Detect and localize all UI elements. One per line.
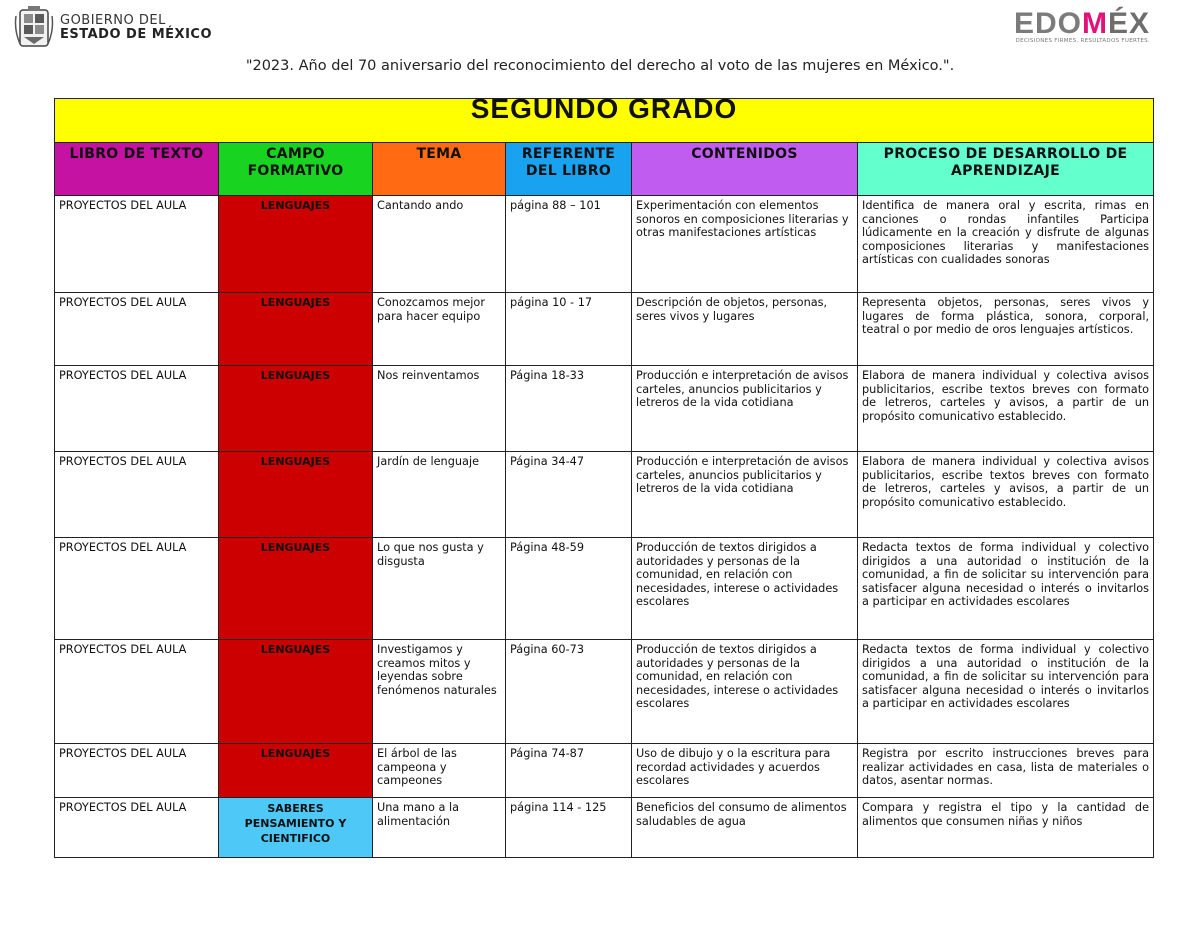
cell-contenidos: Beneficios del consumo de alimentos saludables de agua xyxy=(632,798,858,858)
cell-proceso: Elabora de manera individual y colectiva avisos publicitarios, escribe textos breves con formato de letreros, carteles y avisos, a partir de un propósito comunicativo establecido. xyxy=(858,452,1154,538)
year-motto: "2023. Año del 70 aniversario del reconocimiento del derecho al voto de las mujeres en México.". xyxy=(245,58,955,74)
gov-name-line2: ESTADO DE MÉXICO xyxy=(60,27,212,42)
table-row xyxy=(55,452,1154,538)
header-libro: LIBRO DE TEXTO xyxy=(55,143,219,196)
cell-proceso: Elabora de manera individual y colectiva avisos publicitarios, escribe textos breves con formato de letreros, carteles y avisos, a partir de un propósito comunicativo establecido. xyxy=(858,366,1154,452)
header-campo: CAMPO FORMATIVO xyxy=(219,143,373,196)
cell-referente: Página 34-47 xyxy=(506,452,632,538)
cell-referente: Página 60-73 xyxy=(506,640,632,744)
cell-campo: LENGUAJES xyxy=(219,366,373,452)
table-row xyxy=(55,293,1154,366)
table-title: SEGUNDO GRADO xyxy=(55,99,1154,143)
cell-contenidos: Producción e interpretación de avisos carteles, anuncios publicitarios y letreros de la vida cotidiana xyxy=(632,452,858,538)
cell-tema: Conozcamos mejor para hacer equipo xyxy=(373,293,506,366)
cell-campo: LENGUAJES xyxy=(219,538,373,640)
cell-contenidos: Producción e interpretación de avisos carteles, anuncios publicitarios y letreros de la vida cotidiana xyxy=(632,366,858,452)
header-proceso: PROCESO DE DESARROLLO DE APRENDIZAJE xyxy=(858,143,1154,196)
edomex-logo xyxy=(990,8,1150,44)
cell-tema: Investigamos y creamos mitos y leyendas sobre fenómenos naturales xyxy=(373,640,506,744)
table-row xyxy=(55,538,1154,640)
cell-proceso: Compara y registra el tipo y la cantidad de alimentos que consumen niñas y niños xyxy=(858,798,1154,858)
cell-contenidos: Experimentación con elementos sonoros en composiciones literarias y otras manifestaciones artísticas xyxy=(632,196,858,293)
header-referente: REFERENTE DEL LIBRO xyxy=(506,143,632,196)
cell-tema: Jardín de lenguaje xyxy=(373,452,506,538)
header-tema: TEMA xyxy=(373,143,506,196)
cell-libro: PROYECTOS DEL AULA xyxy=(55,798,219,858)
cell-referente: página 114 - 125 xyxy=(506,798,632,858)
cell-campo: LENGUAJES xyxy=(219,452,373,538)
cell-libro: PROYECTOS DEL AULA xyxy=(55,196,219,293)
cell-referente: página 10 - 17 xyxy=(506,293,632,366)
cell-tema: Lo que nos gusta y disgusta xyxy=(373,538,506,640)
gov-name-line1: GOBIERNO DEL xyxy=(60,13,166,28)
cell-contenidos: Uso de dibujo y o la escritura para recordad actividades y acuerdos escolares xyxy=(632,744,858,798)
cell-proceso: Redacta textos de forma individual y colectivo dirigidos a una autoridad o institución de la comunidad, a fin de solicitar su intervención para satisfacer alguna necesidad o interés o invitarlos a participar en actividades escolares xyxy=(858,538,1154,640)
edomex-word-part1: EDO xyxy=(1013,7,1082,40)
edomex-word-part2: M xyxy=(1081,7,1108,40)
page-header xyxy=(0,0,1200,74)
cell-libro: PROYECTOS DEL AULA xyxy=(55,538,219,640)
cell-referente: Página 74-87 xyxy=(506,744,632,798)
cell-tema: Una mano a la alimentación xyxy=(373,798,506,858)
cell-referente: Página 18-33 xyxy=(506,366,632,452)
table-row xyxy=(55,744,1154,798)
cell-tema: Nos reinventamos xyxy=(373,366,506,452)
cell-campo: LENGUAJES xyxy=(219,744,373,798)
cell-campo: LENGUAJES xyxy=(219,640,373,744)
government-logo xyxy=(14,6,212,50)
table-header-row xyxy=(55,143,1154,196)
cell-contenidos: Descripción de objetos, personas, seres vivos y lugares xyxy=(632,293,858,366)
cell-referente: Página 48-59 xyxy=(506,538,632,640)
cell-libro: PROYECTOS DEL AULA xyxy=(55,452,219,538)
table-row xyxy=(55,798,1154,858)
cell-campo: LENGUAJES xyxy=(219,293,373,366)
table-title-row xyxy=(55,99,1154,143)
cell-libro: PROYECTOS DEL AULA xyxy=(55,293,219,366)
cell-libro: PROYECTOS DEL AULA xyxy=(55,366,219,452)
cell-tema: El árbol de las campeona y campeones xyxy=(373,744,506,798)
cell-libro: PROYECTOS DEL AULA xyxy=(55,640,219,744)
cell-proceso: Registra por escrito instrucciones breves para realizar actividades en casa, lista de materiales o datos, asentar normas. xyxy=(858,744,1154,798)
cell-contenidos: Producción de textos dirigidos a autoridades y personas de la comunidad, en relación con necesidades, interese o actividades escolares xyxy=(632,538,858,640)
table-row xyxy=(55,196,1154,293)
coat-of-arms-icon xyxy=(14,6,54,50)
cell-contenidos: Producción de textos dirigidos a autoridades y personas de la comunidad, en relación con necesidades, interese o actividades escolares xyxy=(632,640,858,744)
edomex-word-part3: ÉX xyxy=(1107,7,1150,40)
curriculum-table xyxy=(54,93,1154,858)
table-row xyxy=(55,366,1154,452)
table-row xyxy=(55,640,1154,744)
cell-proceso: Redacta textos de forma individual y colectivo dirigidos a una autoridad o institución de la comunidad, a fin de solicitar su intervención para satisfacer alguna necesidad o interés o invitarlos a participar en actividades escolares xyxy=(858,640,1154,744)
cell-libro: PROYECTOS DEL AULA xyxy=(55,744,219,798)
edomex-tagline: DECISIONES FIRMES, RESULTADOS FUERTES. xyxy=(1015,38,1150,44)
cell-tema: Cantando ando xyxy=(373,196,506,293)
cell-proceso: Identifica de manera oral y escrita, rimas en canciones o rondas infantiles Participa lúdicamente en la creación y disfrute de algunas composiciones literarias y manifestaciones artísticas con cualidades sonoras xyxy=(858,196,1154,293)
cell-campo: SABERES PENSAMIENTO Y CIENTIFICO xyxy=(219,798,373,858)
header-contenidos: CONTENIDOS xyxy=(632,143,858,196)
cell-proceso: Representa objetos, personas, seres vivos y lugares de forma plástica, sonora, corporal, teatral o por medio de oros lenguajes artísticos. xyxy=(858,293,1154,366)
cell-referente: página 88 – 101 xyxy=(506,196,632,293)
cell-campo: LENGUAJES xyxy=(219,196,373,293)
